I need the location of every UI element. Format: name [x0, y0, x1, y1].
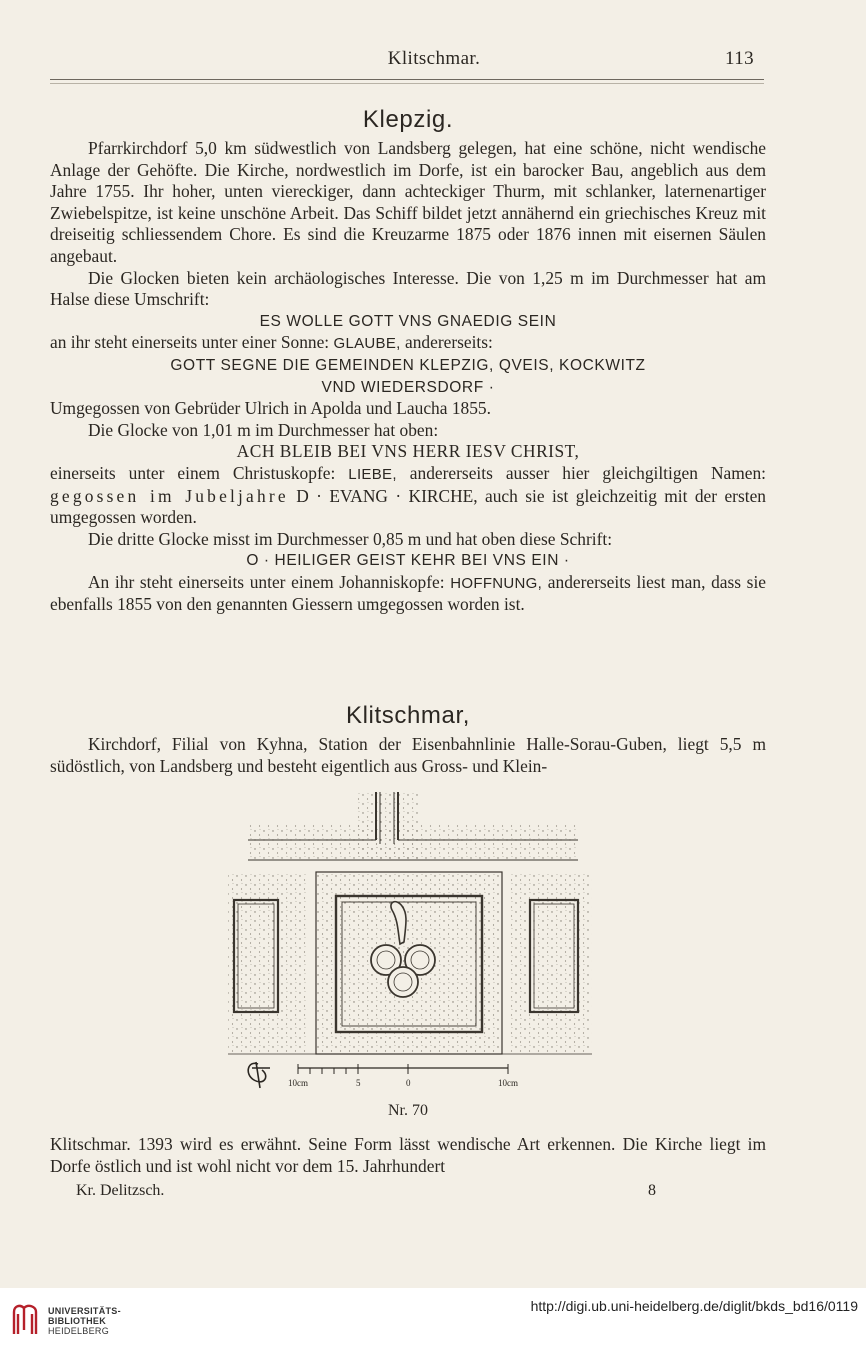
figure-ornament-panel — [208, 792, 608, 1092]
section-body-klitschmar — [50, 734, 766, 777]
ornament-drawing — [208, 792, 608, 1092]
paragraph: Klitschmar. 1393 wird es erwähnt. Seine Form lässt wendische Art erkennen. Die Kirche liegt im Dorfe östlich und ist wohl nicht vor dem 15. Jahrhundert — [50, 1134, 766, 1176]
inscription: GOTT SEGNE DIE GEMEINDEN KLEPZIG, QVEIS, KOCKWITZ — [170, 356, 646, 374]
inscription: VND WIEDERSDORF · — [321, 378, 495, 396]
inscription: ES WOLLE GOTT VNS GNAEDIG SEIN — [259, 312, 557, 330]
paragraph: an ihr steht einerseits unter einer Sonne: GLAUBE, andererseits: — [50, 332, 493, 353]
section-body-klepzig — [50, 138, 766, 616]
section-title-klitschmar: Klitschmar, — [346, 702, 470, 729]
library-logo-text: UNIVERSITÄTS- BIBLIOTHEK HEIDELBERG — [48, 1306, 121, 1336]
viewer-footer — [0, 1288, 866, 1352]
inscription: O · HEILIGER GEIST KEHR BEI VNS EIN · — [246, 552, 570, 570]
signature-district: Kr. Delitzsch. — [76, 1182, 165, 1199]
paragraph: Die dritte Glocke misst im Durchmesser 0,85 m und hat oben diese Schrift: — [88, 528, 613, 549]
header-rule — [50, 79, 764, 80]
paragraph: einerseits unter einem Christuskopfe: LIEBE, andererseits ausser hier gleichgiltigen Namen: gegossen im Jubeljahre D · EVANG · KIRCHE, auch sie ist gleichzeitig mit der ersten umgegossen worden. — [50, 462, 766, 528]
paragraph: Die Glocken bieten kein archäologisches Interesse. Die von 1,25 m im Durchmesser hat am Halse diese Umschrift: — [50, 267, 766, 310]
section-body-klitschmar-history — [50, 1134, 766, 1177]
scale-label: 0 — [406, 1078, 411, 1088]
signature-line — [76, 1182, 676, 1200]
header-rule-thin — [50, 83, 764, 84]
library-logo-icon — [10, 1300, 40, 1340]
figure-caption: Nr. 70 — [388, 1102, 428, 1119]
paragraph: Pfarrkirchdorf 5,0 km südwestlich von Landsberg gelegen, hat eine schöne, nicht wendische Anlage der Gehöfte. Die Kirche, nordwestlich im Dorfe, ist ein barocker Bau, angeblich aus dem Jahre 1755. Ihr hoher, unten viereckiger, dann achteckiger Thurm, mit schlanker, laternenartiger Zwiebelspitze, ist keine unschöne Arbeit. Das Schiff bildet jetzt annähernd ein griechisches Kreuz mit dreiseitig schliessendem Chore. Es sind die Kreuzarme 1875 oder 1876 innen mit eisernen Säulen angebaut. — [50, 138, 766, 266]
inscription: ACH BLEIB BEI VNS HERR IESV CHRIST, — [236, 441, 580, 462]
scale-label: 5 — [356, 1078, 361, 1088]
source-url[interactable]: http://digi.ub.uni-heidelberg.de/diglit/bkds_bd16/0119 — [530, 1298, 858, 1314]
running-title: Klitschmar. — [387, 48, 481, 69]
paragraph: Kirchdorf, Filial von Kyhna, Station der Eisenbahnlinie Halle-Sorau-Guben, liegt 5,5 m südöstlich, von Landsberg und besteht eigentlich aus Gross- und Klein- — [50, 734, 766, 776]
scale-label: 10cm — [498, 1078, 518, 1088]
scale-label: 10cm — [288, 1078, 308, 1088]
signature-sheet-number: 8 — [648, 1182, 656, 1199]
paragraph: Die Glocke von 1,01 m im Durchmesser hat oben: — [88, 419, 439, 440]
paragraph: An ihr steht einerseits unter einem Johanniskopfe: HOFFNUNG, andererseits liest man, dass sie ebenfalls 1855 von den genannten Giessern umgegossen worden ist. — [50, 571, 767, 615]
paragraph: Umgegossen von Gebrüder Ulrich in Apolda und Laucha 1855. — [50, 398, 491, 419]
section-title-klepzig: Klepzig. — [362, 106, 454, 133]
page-content — [28, 0, 840, 1288]
page-number: 113 — [725, 48, 754, 69]
library-logo[interactable] — [10, 1300, 210, 1344]
